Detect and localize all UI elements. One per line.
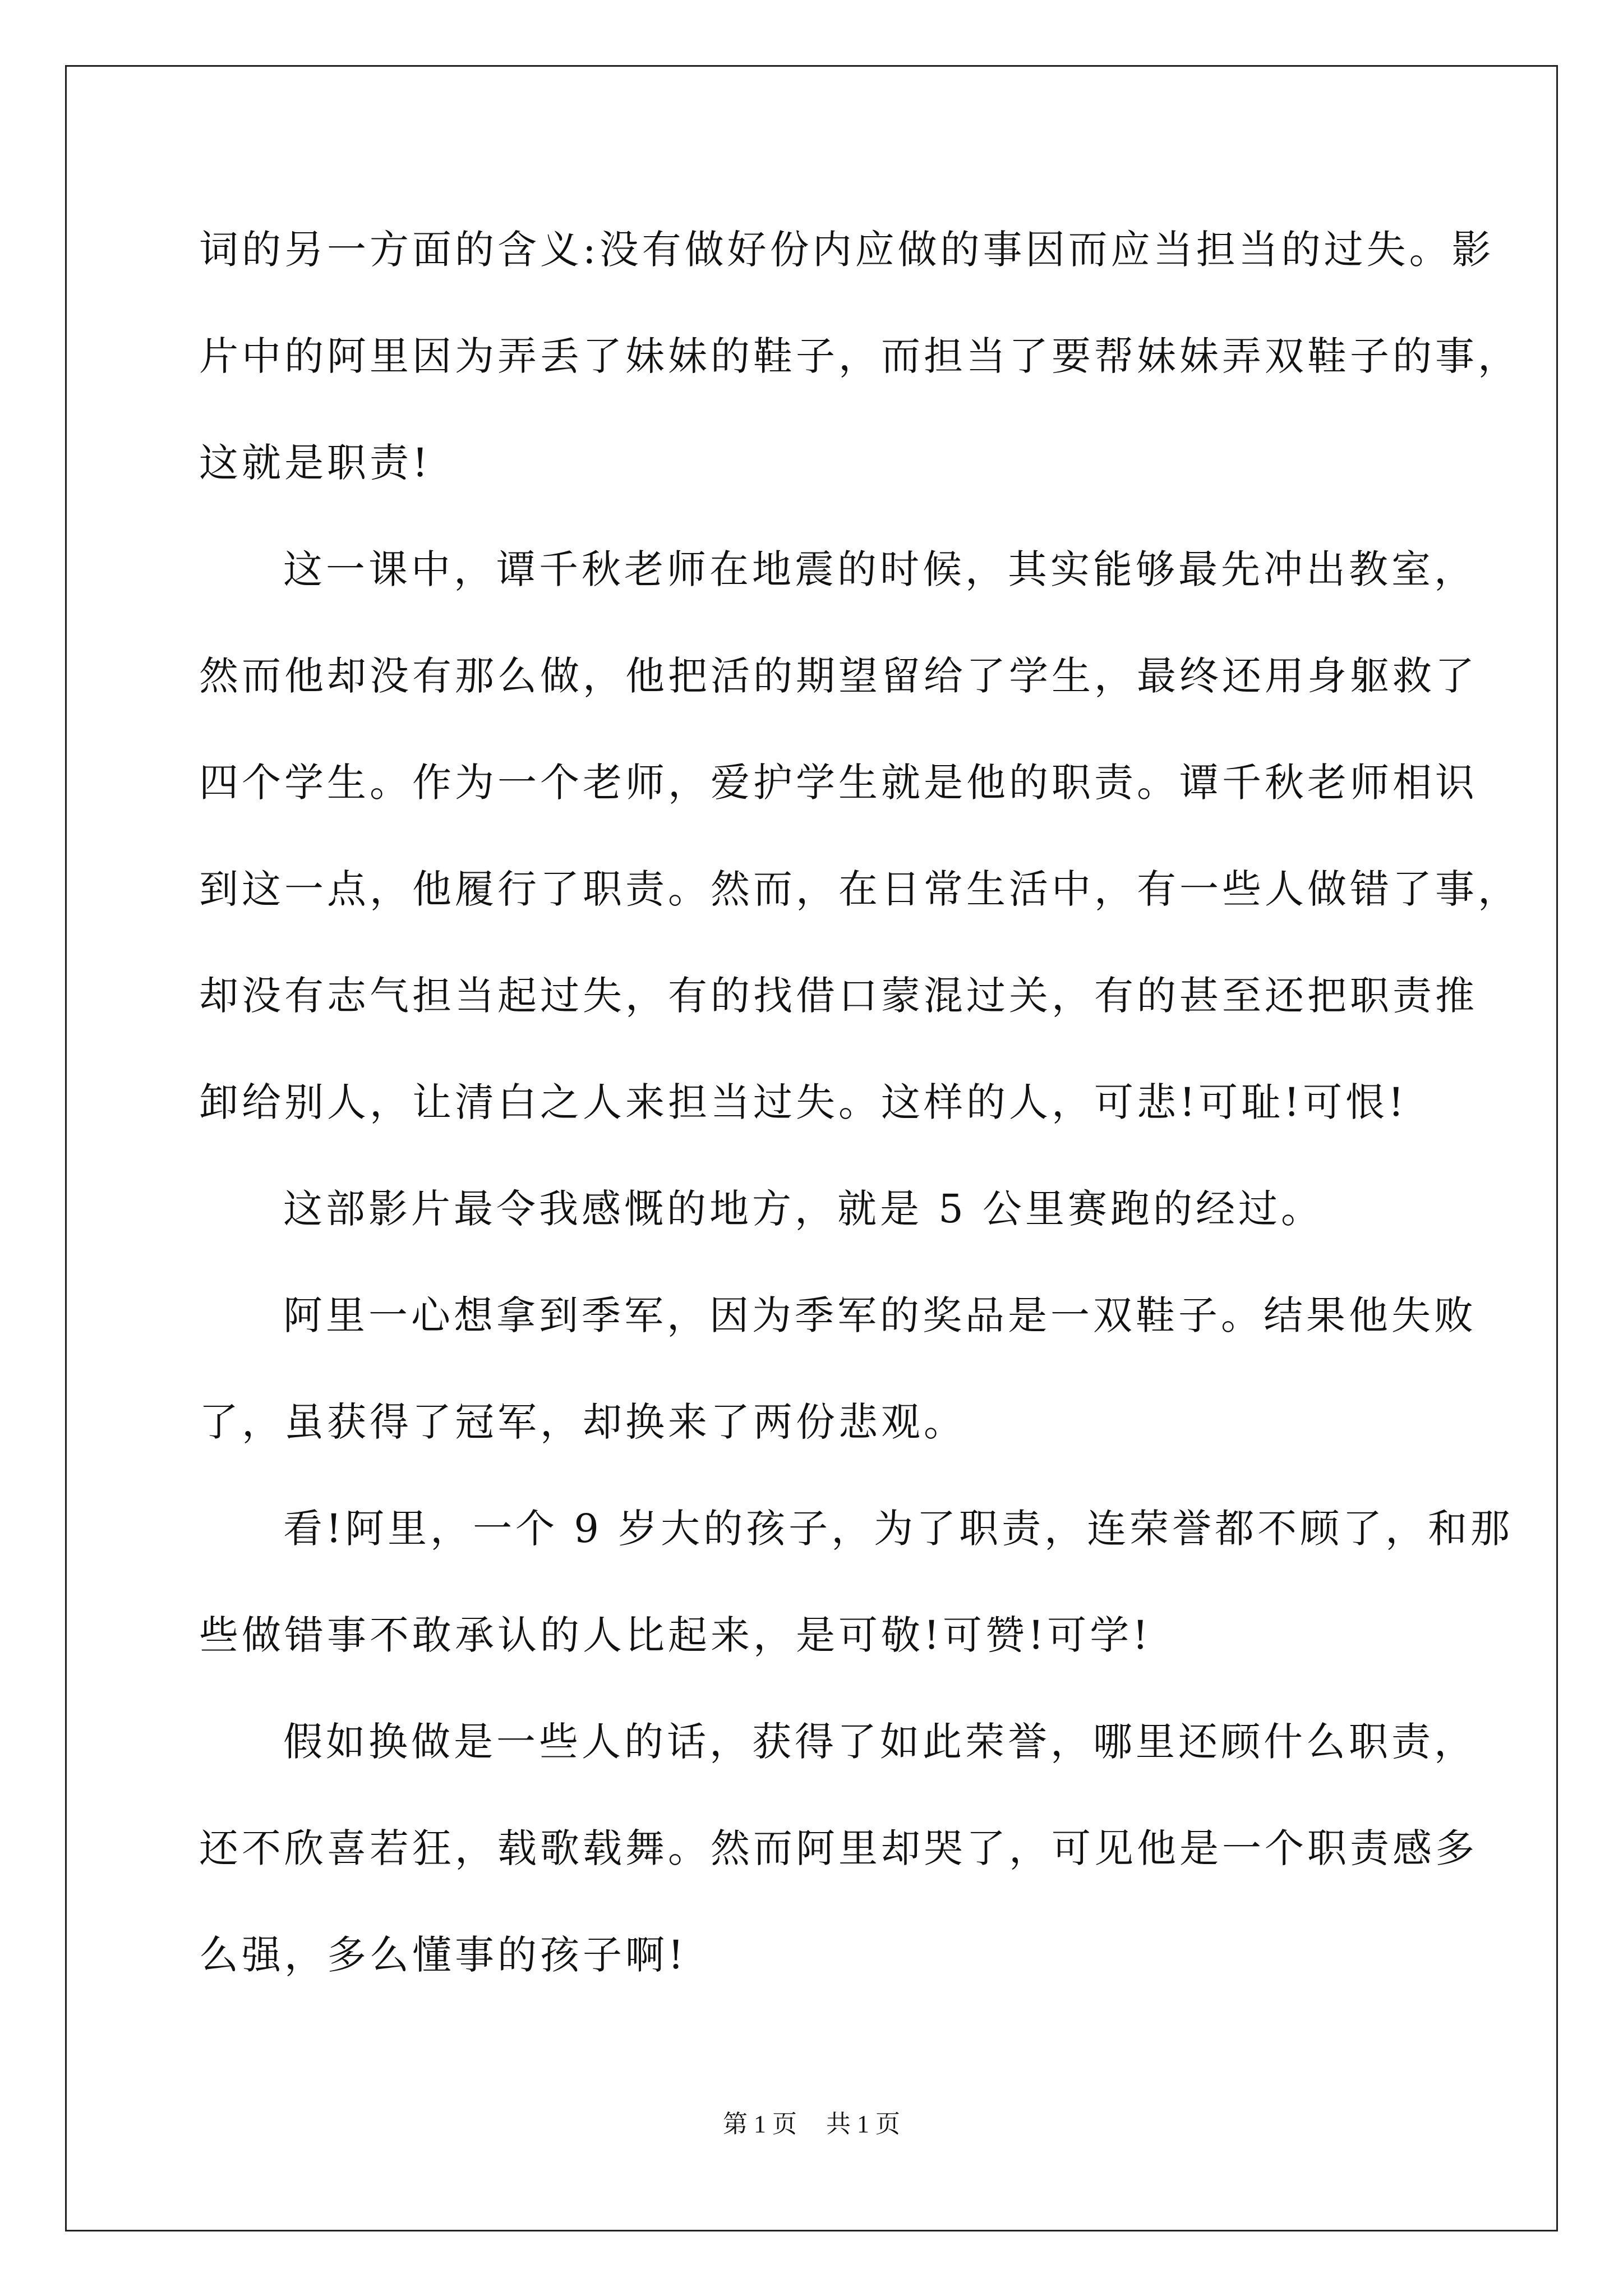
text-line: 了，虽获得了冠军，却换来了两份悲观。: [199, 1399, 966, 1445]
total-pages: 共 1 页: [826, 2110, 900, 2138]
text-line: 却没有志气担当起过失，有的找借口蒙混过关，有的甚至还把职责推: [199, 973, 1478, 1019]
document-body: [199, 208, 1520, 2019]
text-line: 些做错事不敢承认的人比起来，是可敬!可赞!可学!: [199, 1612, 1152, 1658]
text-line: 阿里一心想拿到季军，因为季军的奖品是一双鞋子。结果他失败: [283, 1292, 1477, 1338]
text-line: 么强，多么懂事的孩子啊!: [199, 1932, 688, 1978]
page-number: 第 1 页: [723, 2110, 797, 2138]
text-line: 词的另一方面的含义:没有做好份内应做的事因而应当担当的过失。影: [199, 227, 1495, 273]
text-line: 到这一点，他履行了职责。然而，在日常生活中，有一些人做错了事，: [199, 866, 1520, 912]
text-line: 假如换做是一些人的话，获得了如此荣誉，哪里还顾什么职责，: [283, 1719, 1477, 1765]
text-line: 四个学生。作为一个老师，爱护学生就是他的职责。谭千秋老师相识: [199, 760, 1478, 806]
text-line: 这部影片最令我感慨的地方，就是 5 公里赛跑的经过。: [283, 1186, 1324, 1232]
text-line: 卸给别人，让清白之人来担当过失。这样的人，可悲!可耻!可恨!: [199, 1079, 1408, 1125]
text-line: 还不欣喜若狂，载歌载舞。然而阿里却哭了，可见他是一个职责感多: [199, 1825, 1478, 1871]
text-line: 片中的阿里因为弄丢了妹妹的鞋子，而担当了要帮妹妹弄双鞋子的事，: [199, 333, 1520, 379]
page-footer: [0, 2104, 1623, 2139]
text-line: 然而他却没有那么做，他把活的期望留给了学生，最终还用身躯救了: [199, 653, 1478, 699]
text-line: 看!阿里，一个 9 岁大的孩子，为了职责，连荣誉都不顾了，和那: [283, 1506, 1514, 1552]
text-line: 这一课中，谭千秋老师在地震的时候，其实能够最先冲出教室，: [283, 546, 1477, 592]
text-line: 这就是职责!: [199, 440, 432, 486]
